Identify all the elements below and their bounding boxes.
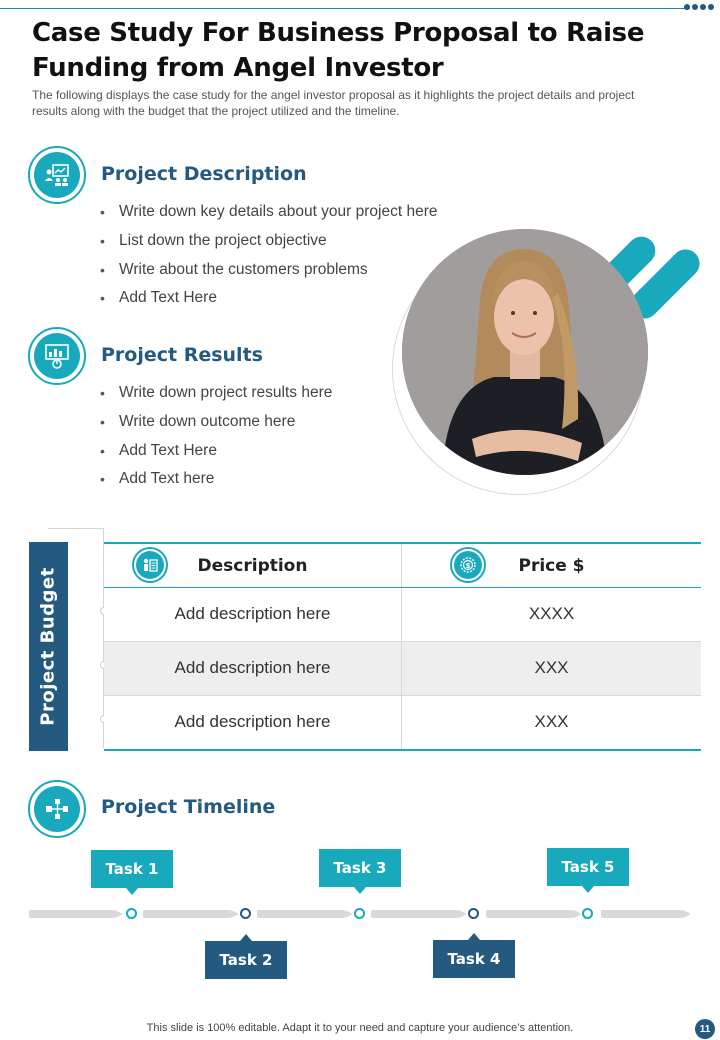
price-cell: XXXX (528, 604, 575, 624)
task-4-label: Task 4 (433, 940, 515, 978)
footer-note: This slide is 100% editable. Adapt it to your need and capture your audience’s attention. (146, 1022, 574, 1034)
timeline-node (354, 908, 365, 919)
project-results-title: Project Results (101, 344, 263, 366)
timeline-node (468, 908, 479, 919)
list-item: • Add Text here (100, 465, 332, 494)
budget-side-label (29, 542, 68, 751)
list-item: • List down the project objective (100, 227, 438, 256)
person-photo (402, 229, 648, 475)
top-rule (0, 8, 690, 9)
project-results-list (100, 379, 332, 494)
page-subtitle: The following displays the case study for the angel investor proposal as it highlights the project details and project results along with the budget that the project utilized and the timeline. (32, 88, 635, 118)
budget-table (104, 542, 701, 751)
timeline-segment (29, 910, 115, 918)
description-cell: Add description here (104, 696, 402, 750)
timeline-segment (257, 910, 345, 918)
project-description-title: Project Description (101, 163, 307, 185)
dollar-gear-icon (450, 547, 486, 583)
list-item: • Write about the customers problems (100, 256, 438, 285)
project-timeline-title: Project Timeline (101, 796, 276, 818)
table-row (104, 588, 701, 642)
document-person-icon (132, 547, 168, 583)
svg-text:$: $ (465, 561, 471, 570)
list-item: • Write down key details about your project here (100, 198, 438, 227)
price-cell: XXX (534, 658, 569, 678)
timeline-segment (601, 910, 683, 918)
price-cell: XXX (534, 712, 569, 732)
description-cell: Add description here (104, 588, 402, 641)
page-title: Case Study For Business Proposal to Raise Funding from Angel Investor (32, 18, 645, 83)
header-price-cell (402, 544, 701, 587)
list-item: • Write down outcome here (100, 408, 332, 437)
list-item: • Add Text Here (100, 284, 438, 313)
dots-decoration (684, 4, 714, 10)
timeline-node (582, 908, 593, 919)
table-row (104, 696, 701, 750)
timeline-segment (486, 910, 574, 918)
page-number: 11 (695, 1019, 715, 1039)
task-5-label: Task 5 (547, 848, 629, 886)
header-description-label: Description (197, 555, 308, 576)
presentation-icon (28, 146, 86, 204)
list-item: • Add Text Here (100, 437, 332, 466)
description-cell: Add description here (104, 642, 402, 695)
timeline-node (126, 908, 137, 919)
project-description-list (100, 198, 438, 313)
list-item: • Write down project results here (100, 379, 332, 408)
header-price-label: Price $ (518, 555, 585, 576)
budget-side-text: Project Budget (38, 567, 60, 726)
table-row (104, 642, 701, 696)
header-description-cell (104, 544, 402, 587)
timeline-node (240, 908, 251, 919)
task-2-label: Task 2 (205, 941, 287, 979)
timeline-segment (143, 910, 231, 918)
task-1-label: Task 1 (91, 850, 173, 888)
flowchart-icon (28, 780, 86, 838)
results-board-icon (28, 327, 86, 385)
table-header-row (104, 544, 701, 588)
task-3-label: Task 3 (319, 849, 401, 887)
timeline-segment (371, 910, 459, 918)
